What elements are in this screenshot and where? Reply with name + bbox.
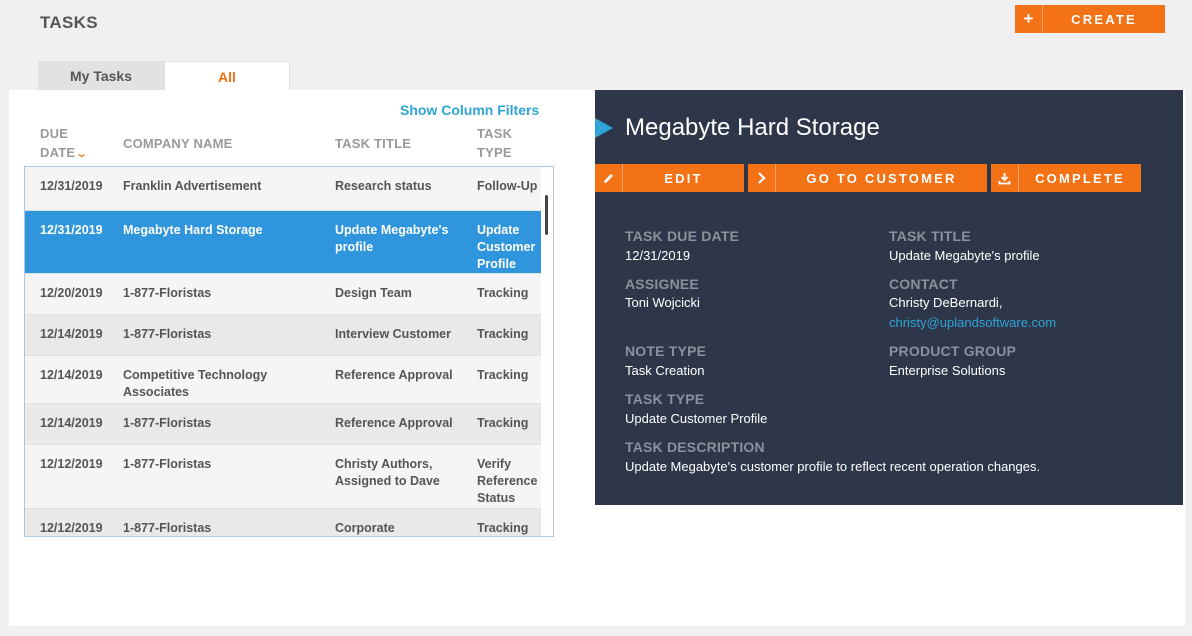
row-task-title: Update Megabyte's profile (335, 223, 449, 254)
detail-title: Megabyte Hard Storage (625, 114, 880, 141)
row-task-title: Corporate (335, 521, 395, 535)
task-title-label: TASK TITLE (889, 228, 971, 244)
triangle-pointer-icon (595, 118, 613, 138)
create-button-label: CREATE (1071, 11, 1137, 27)
row-company: 1-877-Floristas (123, 327, 212, 341)
note-type-value: Task Creation (625, 363, 705, 378)
row-task-title: Christy Authors, Assigned to Dave (335, 457, 440, 488)
row-task-title: Interview Customer (335, 327, 452, 341)
type-header-line2: TYPE (477, 145, 512, 160)
row-due-date: 12/31/2019 (40, 223, 103, 237)
row-task-type: Verify Reference Status (477, 457, 538, 505)
row-due-date: 12/14/2019 (40, 368, 103, 382)
row-task-type: Update Customer Profile (477, 223, 536, 271)
complete-button[interactable] (991, 164, 1141, 192)
row-task-type: Tracking (477, 286, 529, 300)
task-type-value: Update Customer Profile (625, 411, 768, 426)
row-due-date: 12/12/2019 (40, 521, 103, 535)
pencil-icon (595, 164, 623, 192)
row-task-type: Tracking (477, 416, 529, 430)
row-company: Megabyte Hard Storage (123, 223, 263, 237)
chevron-down-icon[interactable]: ⌄ (75, 148, 89, 160)
note-type-label: NOTE TYPE (625, 343, 707, 359)
row-task-type: Follow-Up (477, 179, 538, 193)
tab-all[interactable]: All (164, 61, 290, 91)
due-date-value: 12/31/2019 (625, 248, 691, 263)
table-row[interactable] (25, 404, 541, 445)
task-type-label: TASK TYPE (625, 391, 705, 407)
type-header-line1: TASK (477, 126, 513, 141)
row-task-type: Tracking (477, 327, 529, 341)
plus-icon: + (1015, 5, 1043, 33)
row-task-title: Research status (335, 179, 432, 193)
create-button[interactable] (1015, 5, 1165, 33)
task-description-value: Update Megabyte's customer profile to reflect recent operation changes. (625, 459, 1041, 474)
table-row[interactable] (25, 445, 541, 509)
task-detail-panel (595, 90, 1183, 505)
column-header-due-date[interactable] (40, 124, 87, 164)
table-row[interactable] (25, 167, 541, 211)
chevron-right-icon (748, 164, 776, 192)
due-header-line2: DATE (40, 145, 76, 160)
table-row[interactable] (25, 509, 541, 537)
row-task-title: Design Team (335, 286, 412, 300)
column-header-task-title[interactable]: TASK TITLE (335, 136, 412, 151)
task-list[interactable] (24, 166, 554, 537)
due-date-label: TASK DUE DATE (625, 228, 740, 244)
row-company: Competitive Technology Associates (123, 368, 268, 399)
detail-actions (595, 164, 1145, 192)
row-task-title: Reference Approval (335, 368, 453, 382)
tab-my-tasks[interactable]: My Tasks (38, 61, 164, 90)
table-row[interactable] (25, 274, 541, 315)
go-to-customer-label: GO TO CUSTOMER (806, 170, 957, 186)
assignee-label: ASSIGNEE (625, 276, 699, 292)
row-due-date: 12/31/2019 (40, 179, 103, 193)
go-to-customer-button[interactable] (748, 164, 987, 192)
scrollbar-thumb[interactable] (545, 195, 548, 235)
edit-button-label: EDIT (664, 170, 703, 186)
page-title: TASKS (40, 13, 98, 32)
row-task-type: Tracking (477, 368, 529, 382)
table-row-selected[interactable] (25, 211, 541, 274)
row-company: 1-877-Floristas (123, 521, 212, 535)
row-due-date: 12/14/2019 (40, 327, 103, 341)
list-scrollbar[interactable] (541, 167, 553, 536)
contact-email-link[interactable]: christy@uplandsoftware.com (889, 315, 1057, 330)
row-due-date: 12/20/2019 (40, 286, 103, 300)
edit-button[interactable] (595, 164, 744, 192)
column-header-company[interactable]: COMPANY NAME (123, 136, 233, 151)
table-header (0, 124, 560, 164)
table-row[interactable] (25, 315, 541, 356)
show-column-filters-link[interactable]: Show Column Filters (400, 102, 540, 118)
row-due-date: 12/12/2019 (40, 457, 103, 471)
task-description-label: TASK DESCRIPTION (625, 439, 765, 455)
row-due-date: 12/14/2019 (40, 416, 103, 430)
download-icon (991, 164, 1019, 192)
task-title-value: Update Megabyte's profile (889, 248, 1040, 263)
row-company: 1-877-Floristas (123, 416, 212, 430)
complete-button-label: COMPLETE (1035, 170, 1125, 186)
product-group-value: Enterprise Solutions (889, 363, 1006, 378)
assignee-value: Toni Wojcicki (625, 295, 700, 310)
due-header-line1: DUE (40, 126, 69, 141)
row-company: 1-877-Floristas (123, 286, 212, 300)
column-header-task-type[interactable] (477, 124, 512, 162)
contact-name: Christy DeBernardi, (889, 295, 1003, 310)
row-task-type: Tracking (477, 521, 529, 535)
contact-label: CONTACT (889, 276, 958, 292)
product-group-label: PRODUCT GROUP (889, 343, 1017, 359)
row-task-title: Reference Approval (335, 416, 453, 430)
row-company: Franklin Advertisement (123, 179, 262, 193)
task-tabs (38, 61, 290, 91)
table-row[interactable] (25, 356, 541, 404)
row-company: 1-877-Floristas (123, 457, 212, 471)
